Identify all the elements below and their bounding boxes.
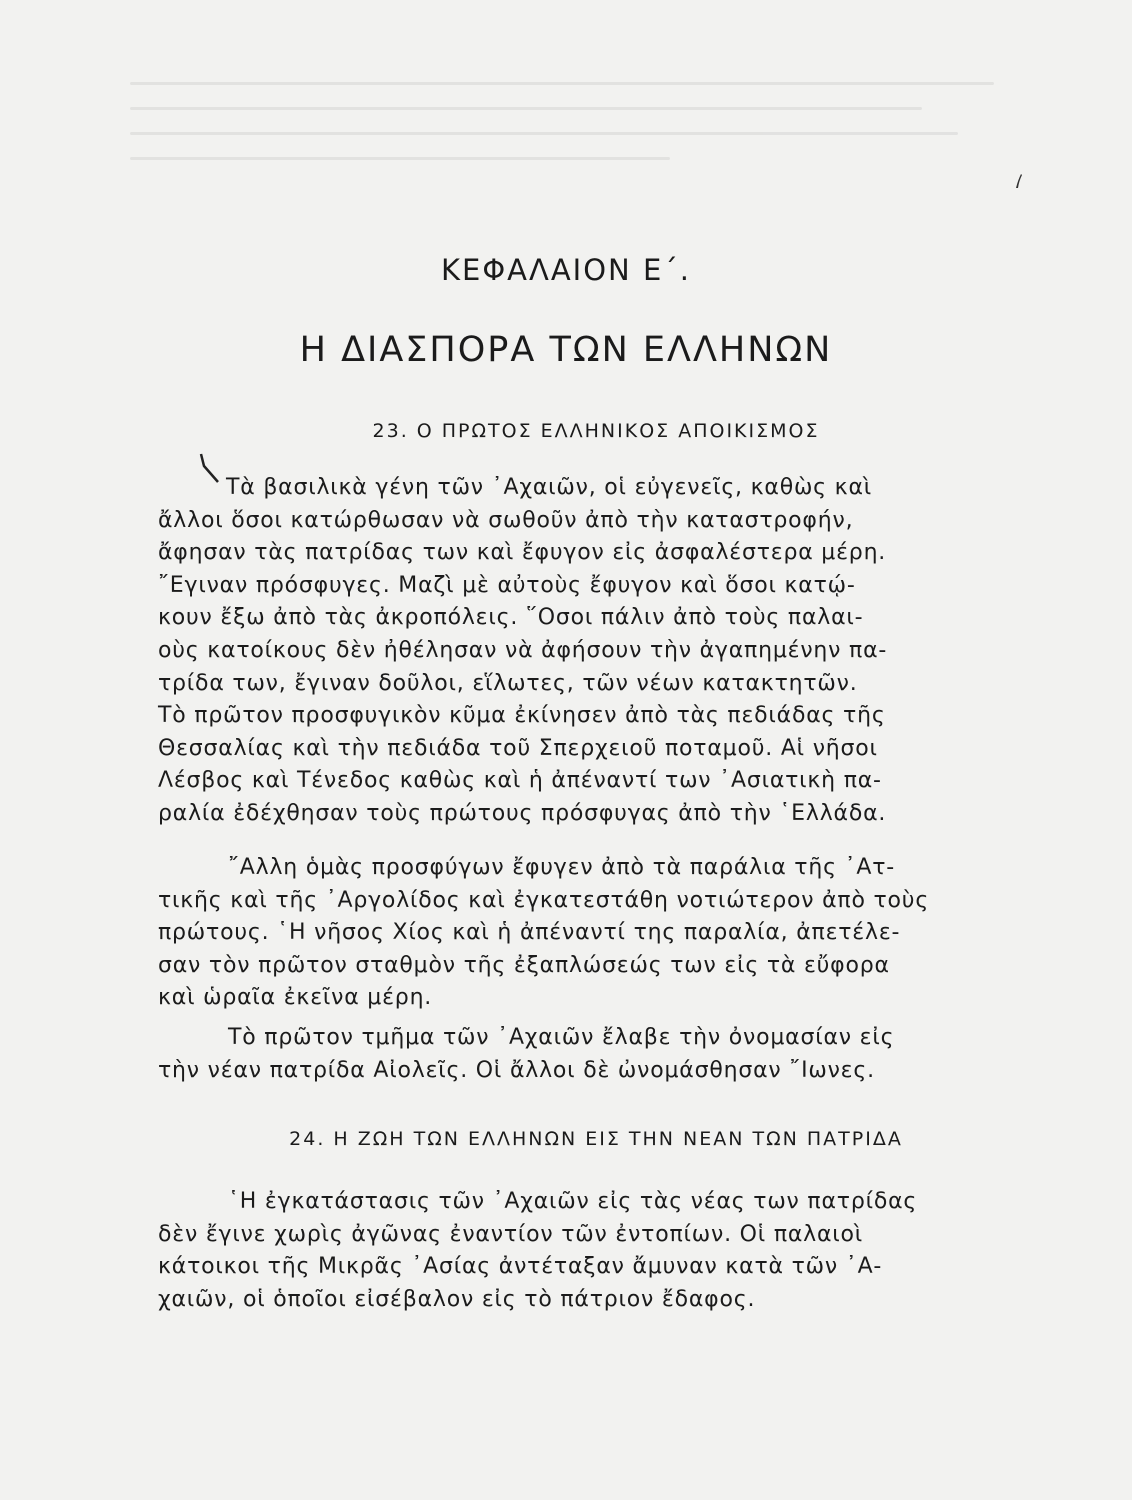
text-line: Τὰ βασιλικὰ γένη τῶν ᾿Αχαιῶν, οἱ εὐγενεῖς, καθὼς καὶ: [226, 475, 872, 500]
paragraph-2: [158, 852, 1072, 1015]
ink-speck: [1012, 172, 1024, 190]
text-line: πρώτους. ῾Η νῆσος Χίος καὶ ἡ ἀπέναντί της παραλία, ἀπετέλε-: [158, 920, 901, 946]
show-through-text: [130, 60, 1030, 280]
text-line: ῾Η ἐγκατάστασις τῶν ᾿Αχαιῶν εἰς τὰς νέας των πατρίδας: [228, 1189, 918, 1214]
text-line: δὲν ἔγινε χωρὶς ἀγῶνας ἐναντίον τῶν ἐντοπίων. Οἱ παλαιοὶ: [158, 1221, 864, 1247]
text-line: Λέσβος καὶ Τένεδος καθὼς καὶ ἡ ἀπέναντί των ᾿Ασιατικὴ πα-: [158, 768, 882, 794]
text-line: ἄφησαν τὰς πατρίδας των καὶ ἔφυγον εἰς ἀσφαλέστερα μέρη.: [158, 540, 887, 566]
paragraph-3: [158, 1022, 1072, 1087]
text-line: οὺς κατοίκους δὲν ἠθέλησαν νὰ ἀφήσουν τὴν ἀγαπημένην πα-: [158, 637, 888, 663]
chapter-heading: ΚΕΦΑΛΑΙΟΝ Ε΄.: [440, 253, 691, 287]
section-heading-23: 23. Ο ΠΡΩΤΟΣ ΕΛΛΗΝΙΚΟΣ ΑΠΟΙΚΙΣΜΟΣ: [372, 420, 820, 442]
text-line: τικῆς καὶ τῆς ᾿Αργολίδος καὶ ἐγκατεστάθη νοτιώτερον ἀπὸ τοὺς: [158, 887, 930, 913]
text-line: Θεσσαλίας καὶ τὴν πεδιάδα τοῦ Σπερχειοῦ ποταμοῦ. Αἱ νῆσοι: [158, 735, 878, 761]
chapter-title: Η ΔΙΑΣΠΟΡΑ ΤΩΝ ΕΛΛΗΝΩΝ: [299, 330, 833, 370]
text-line: χαιῶν, οἱ ὁποῖοι εἰσέβαλον εἰς τὸ πάτριον ἔδαφος.: [158, 1286, 756, 1312]
text-line: ῎Εγιναν πρόσφυγες. Μαζὶ μὲ αὐτοὺς ἔφυγον καὶ ὅσοι κατῴ-: [158, 572, 856, 598]
text-line: ραλία ἐδέχθησαν τοὺς πρώτους πρόσφυγας ἀπὸ τὴν ῾Ελλάδα.: [158, 800, 887, 826]
text-line: καὶ ὡραῖα ἐκεῖνα μέρη.: [158, 985, 433, 1011]
section-heading-24: 24. Η ΖΩΗ ΤΩΝ ΕΛΛΗΝΩΝ ΕΙΣ ΤΗΝ ΝΕΑΝ ΤΩΝ ΠΑΤΡΙΔΑ: [289, 1128, 903, 1150]
text-line: ἄλλοι ὅσοι κατώρθωσαν νὰ σωθοῦν ἀπὸ τὴν καταστροφήν,: [158, 507, 854, 533]
paragraph-1: [158, 472, 1072, 831]
text-line: τὴν νέαν πατρίδα Αἰολεῖς. Οἱ ἄλλοι δὲ ὠνομάσθησαν ῎Ιωνες.: [158, 1057, 875, 1083]
text-line: κάτοικοι τῆς Μικρᾶς ᾿Ασίας ἀντέταξαν ἄμυναν κατὰ τῶν ᾿Α-: [158, 1254, 883, 1280]
text-line: Τὸ πρῶτον προσφυγικὸν κῦμα ἐκίνησεν ἀπὸ τὰς πεδιάδας τῆς: [158, 703, 886, 729]
text-line: τρίδα των, ἔγιναν δοῦλοι, εἵλωτες, τῶν νέων κατακτητῶν.: [158, 670, 858, 696]
text-line: Τὸ πρῶτον τμῆμα τῶν ᾿Αχαιῶν ἔλαβε τὴν ὀνομασίαν εἰς: [228, 1025, 895, 1050]
text-line: σαν τὸν πρῶτον σταθμὸν τῆς ἐξαπλώσεώς των εἰς τὰ εὔφορα: [158, 952, 890, 978]
text-line: κουν ἔξω ἀπὸ τὰς ἀκροπόλεις. ῞Οσοι πάλιν ἀπὸ τοὺς παλαι-: [158, 605, 864, 631]
text-line: ῎Αλλη ὁμὰς προσφύγων ἔφυγεν ἀπὸ τὰ παράλια τῆς ᾿Ατ-: [228, 855, 896, 880]
paragraph-4: [158, 1186, 1072, 1316]
